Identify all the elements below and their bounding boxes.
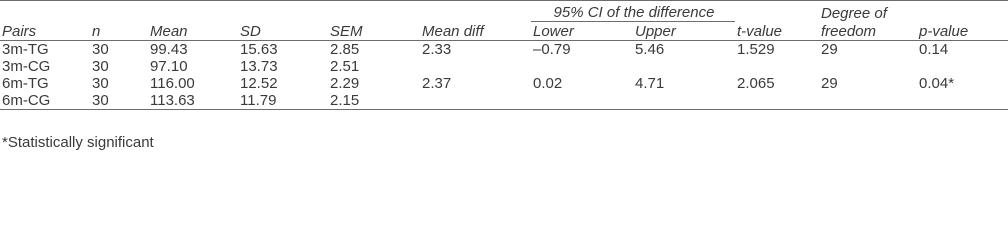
header-p-value: p-value xyxy=(917,22,1008,41)
header-mean-diff: Mean diff xyxy=(420,1,531,41)
cell-sd: 12.52 xyxy=(240,75,278,92)
header-ci-group: 95% CI of the difference xyxy=(531,1,735,22)
cell-mean-diff: 2.37 xyxy=(422,75,452,92)
cell-df xyxy=(819,92,917,110)
cell-sd: 15.63 xyxy=(240,41,278,58)
header-spacer xyxy=(917,1,1008,22)
header-upper: Upper xyxy=(633,22,735,41)
cell-sem: 2.85 xyxy=(330,41,360,58)
cell-df xyxy=(819,58,917,75)
header-row-1 xyxy=(0,1,1008,22)
cell-df: 29 xyxy=(821,75,838,92)
paired-comparison-table xyxy=(0,0,1008,110)
cell-p-value xyxy=(917,58,1008,75)
cell-n: 30 xyxy=(92,58,109,75)
table-row xyxy=(0,92,1008,110)
cell-sd: 13.73 xyxy=(240,58,278,75)
cell-n: 30 xyxy=(90,92,148,110)
cell-n: 30 xyxy=(92,41,109,58)
header-df-line1: Degree of xyxy=(819,1,917,22)
cell-mean-diff xyxy=(420,92,531,110)
cell-df: 29 xyxy=(821,41,838,58)
header-sem: SEM xyxy=(328,1,420,41)
cell-sd: 11.79 xyxy=(238,92,328,110)
cell-mean-diff xyxy=(420,58,531,75)
cell-p-value: 0.04* xyxy=(919,75,955,92)
header-t-value: t-value xyxy=(735,1,819,41)
header-n: n xyxy=(90,1,148,41)
cell-mean: 99.43 xyxy=(150,41,188,58)
cell-t-value xyxy=(735,92,819,110)
cell-sem: 2.51 xyxy=(330,58,360,75)
cell-upper xyxy=(633,92,735,110)
cell-t-value xyxy=(735,58,819,75)
cell-pair: 3m-TG xyxy=(2,41,49,58)
cell-sem: 2.15 xyxy=(328,92,420,110)
results-table-container xyxy=(0,0,1008,110)
cell-pair: 6m-TG xyxy=(2,75,49,92)
cell-lower: –0.79 xyxy=(533,41,571,58)
cell-pair: 6m-CG xyxy=(0,92,90,110)
cell-p-value: 0.14 xyxy=(919,41,949,58)
header-df-line2: freedom xyxy=(819,22,917,41)
cell-lower: 0.02 xyxy=(533,75,563,92)
cell-upper: 5.46 xyxy=(635,41,665,58)
cell-upper xyxy=(633,58,735,75)
footnote: *Statistically significant xyxy=(2,134,154,151)
header-pairs: Pairs xyxy=(0,1,90,41)
cell-t-value: 2.065 xyxy=(737,75,775,92)
cell-upper: 4.71 xyxy=(635,75,665,92)
cell-mean: 97.10 xyxy=(150,58,188,75)
cell-t-value: 1.529 xyxy=(737,41,775,58)
table-row xyxy=(0,75,1008,92)
cell-mean: 113.63 xyxy=(148,92,238,110)
table-row xyxy=(0,58,1008,75)
cell-mean: 116.00 xyxy=(150,75,195,92)
cell-pair: 3m-CG xyxy=(2,58,51,75)
cell-lower xyxy=(531,58,633,75)
cell-sem: 2.29 xyxy=(330,75,360,92)
header-lower: Lower xyxy=(531,22,633,41)
header-sd: SD xyxy=(238,1,328,41)
cell-lower xyxy=(531,92,633,110)
cell-mean-diff: 2.33 xyxy=(422,41,452,58)
header-mean: Mean xyxy=(148,1,238,41)
cell-n: 30 xyxy=(92,75,109,92)
table-row xyxy=(0,41,1008,59)
cell-p-value xyxy=(917,92,1008,110)
